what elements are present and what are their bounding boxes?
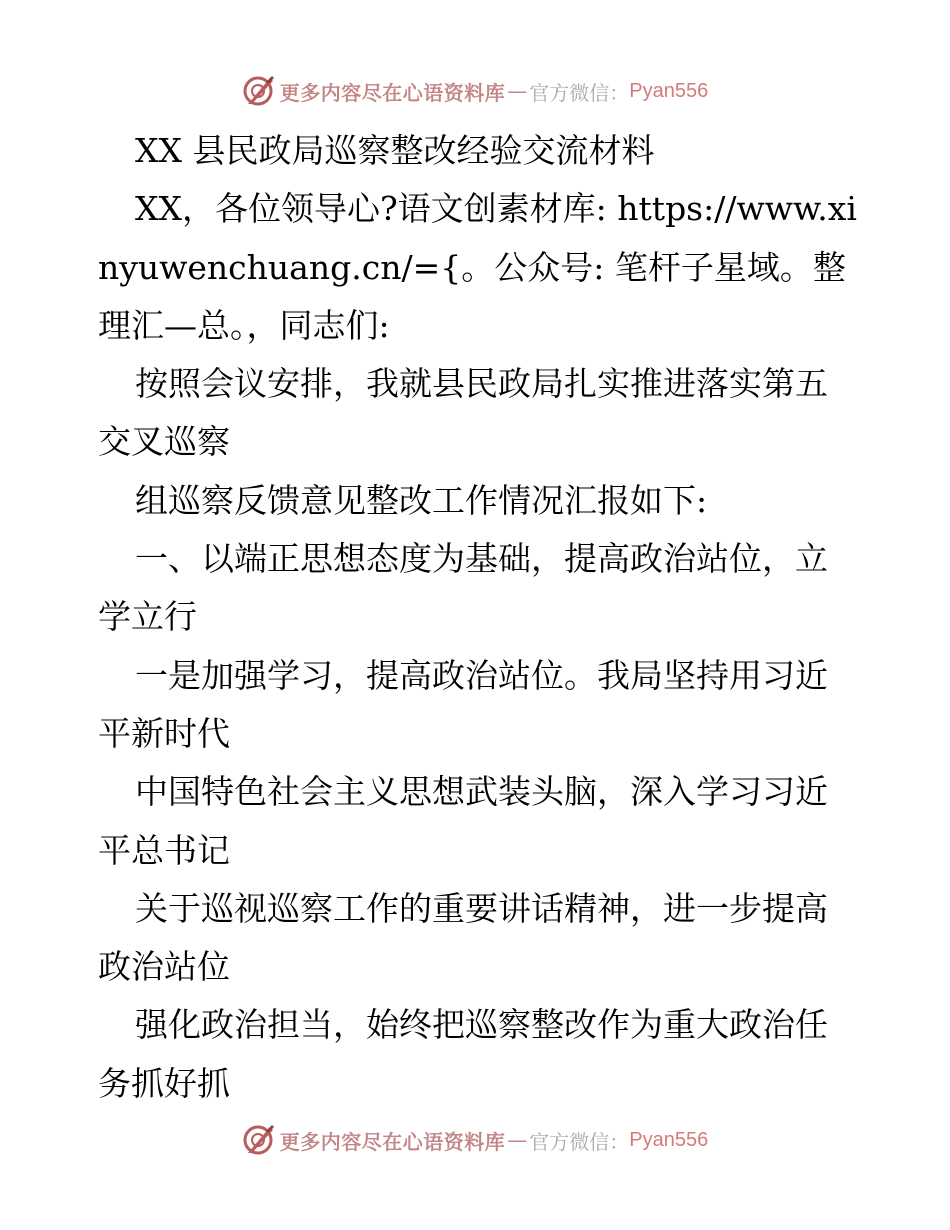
banner-contact-label: 官方微信： — [529, 1129, 630, 1154]
paragraph: 中国特色社会主义思想武装头脑，深入学习习近平总书记 — [98, 772, 828, 870]
paragraph: XX，各位领导心?语文创素材库: https://www.xinyuwenchuang.cn/={。公众号: 笔杆子星域。整理汇—总。，同志们: — [98, 189, 857, 345]
paragraph: 强化政治担当，始终把巡察整改作为重大政治任务抓好抓 — [98, 1005, 828, 1103]
banner-dash: — — [507, 1128, 528, 1152]
paragraph: 按照会议安排，我就县民政局扎实推进落实第五交叉巡察 — [98, 364, 828, 462]
paragraph: 一是加强学习，提高政治站位。我局坚持用习近平新时代 — [98, 655, 828, 753]
document-body — [98, 122, 858, 1113]
quill-logo-icon — [242, 1123, 276, 1157]
banner-main-text: 更多内容尽在心语资料库 — [279, 1129, 506, 1154]
header-banner — [0, 71, 950, 111]
banner-contact-label: 官方微信： — [529, 80, 630, 105]
banner-main-text: 更多内容尽在心语资料库 — [279, 80, 506, 105]
paragraph: 组巡察反馈意见整改工作情况汇报如下: — [135, 480, 708, 520]
banner-contact-id: Pyan556 — [629, 79, 709, 102]
banner-dash: — — [507, 79, 528, 103]
document-title: XX 县民政局巡察整改经验交流材料 — [135, 131, 655, 170]
section-heading: 一、以端正思想态度为基础，提高政治站位，立学立行 — [98, 539, 828, 637]
quill-logo-icon — [242, 74, 276, 108]
footer-banner — [0, 1120, 950, 1160]
paragraph: 关于巡视巡察工作的重要讲话精神，进一步提高政治站位 — [98, 888, 828, 987]
banner-contact-id: Pyan556 — [629, 1128, 709, 1151]
